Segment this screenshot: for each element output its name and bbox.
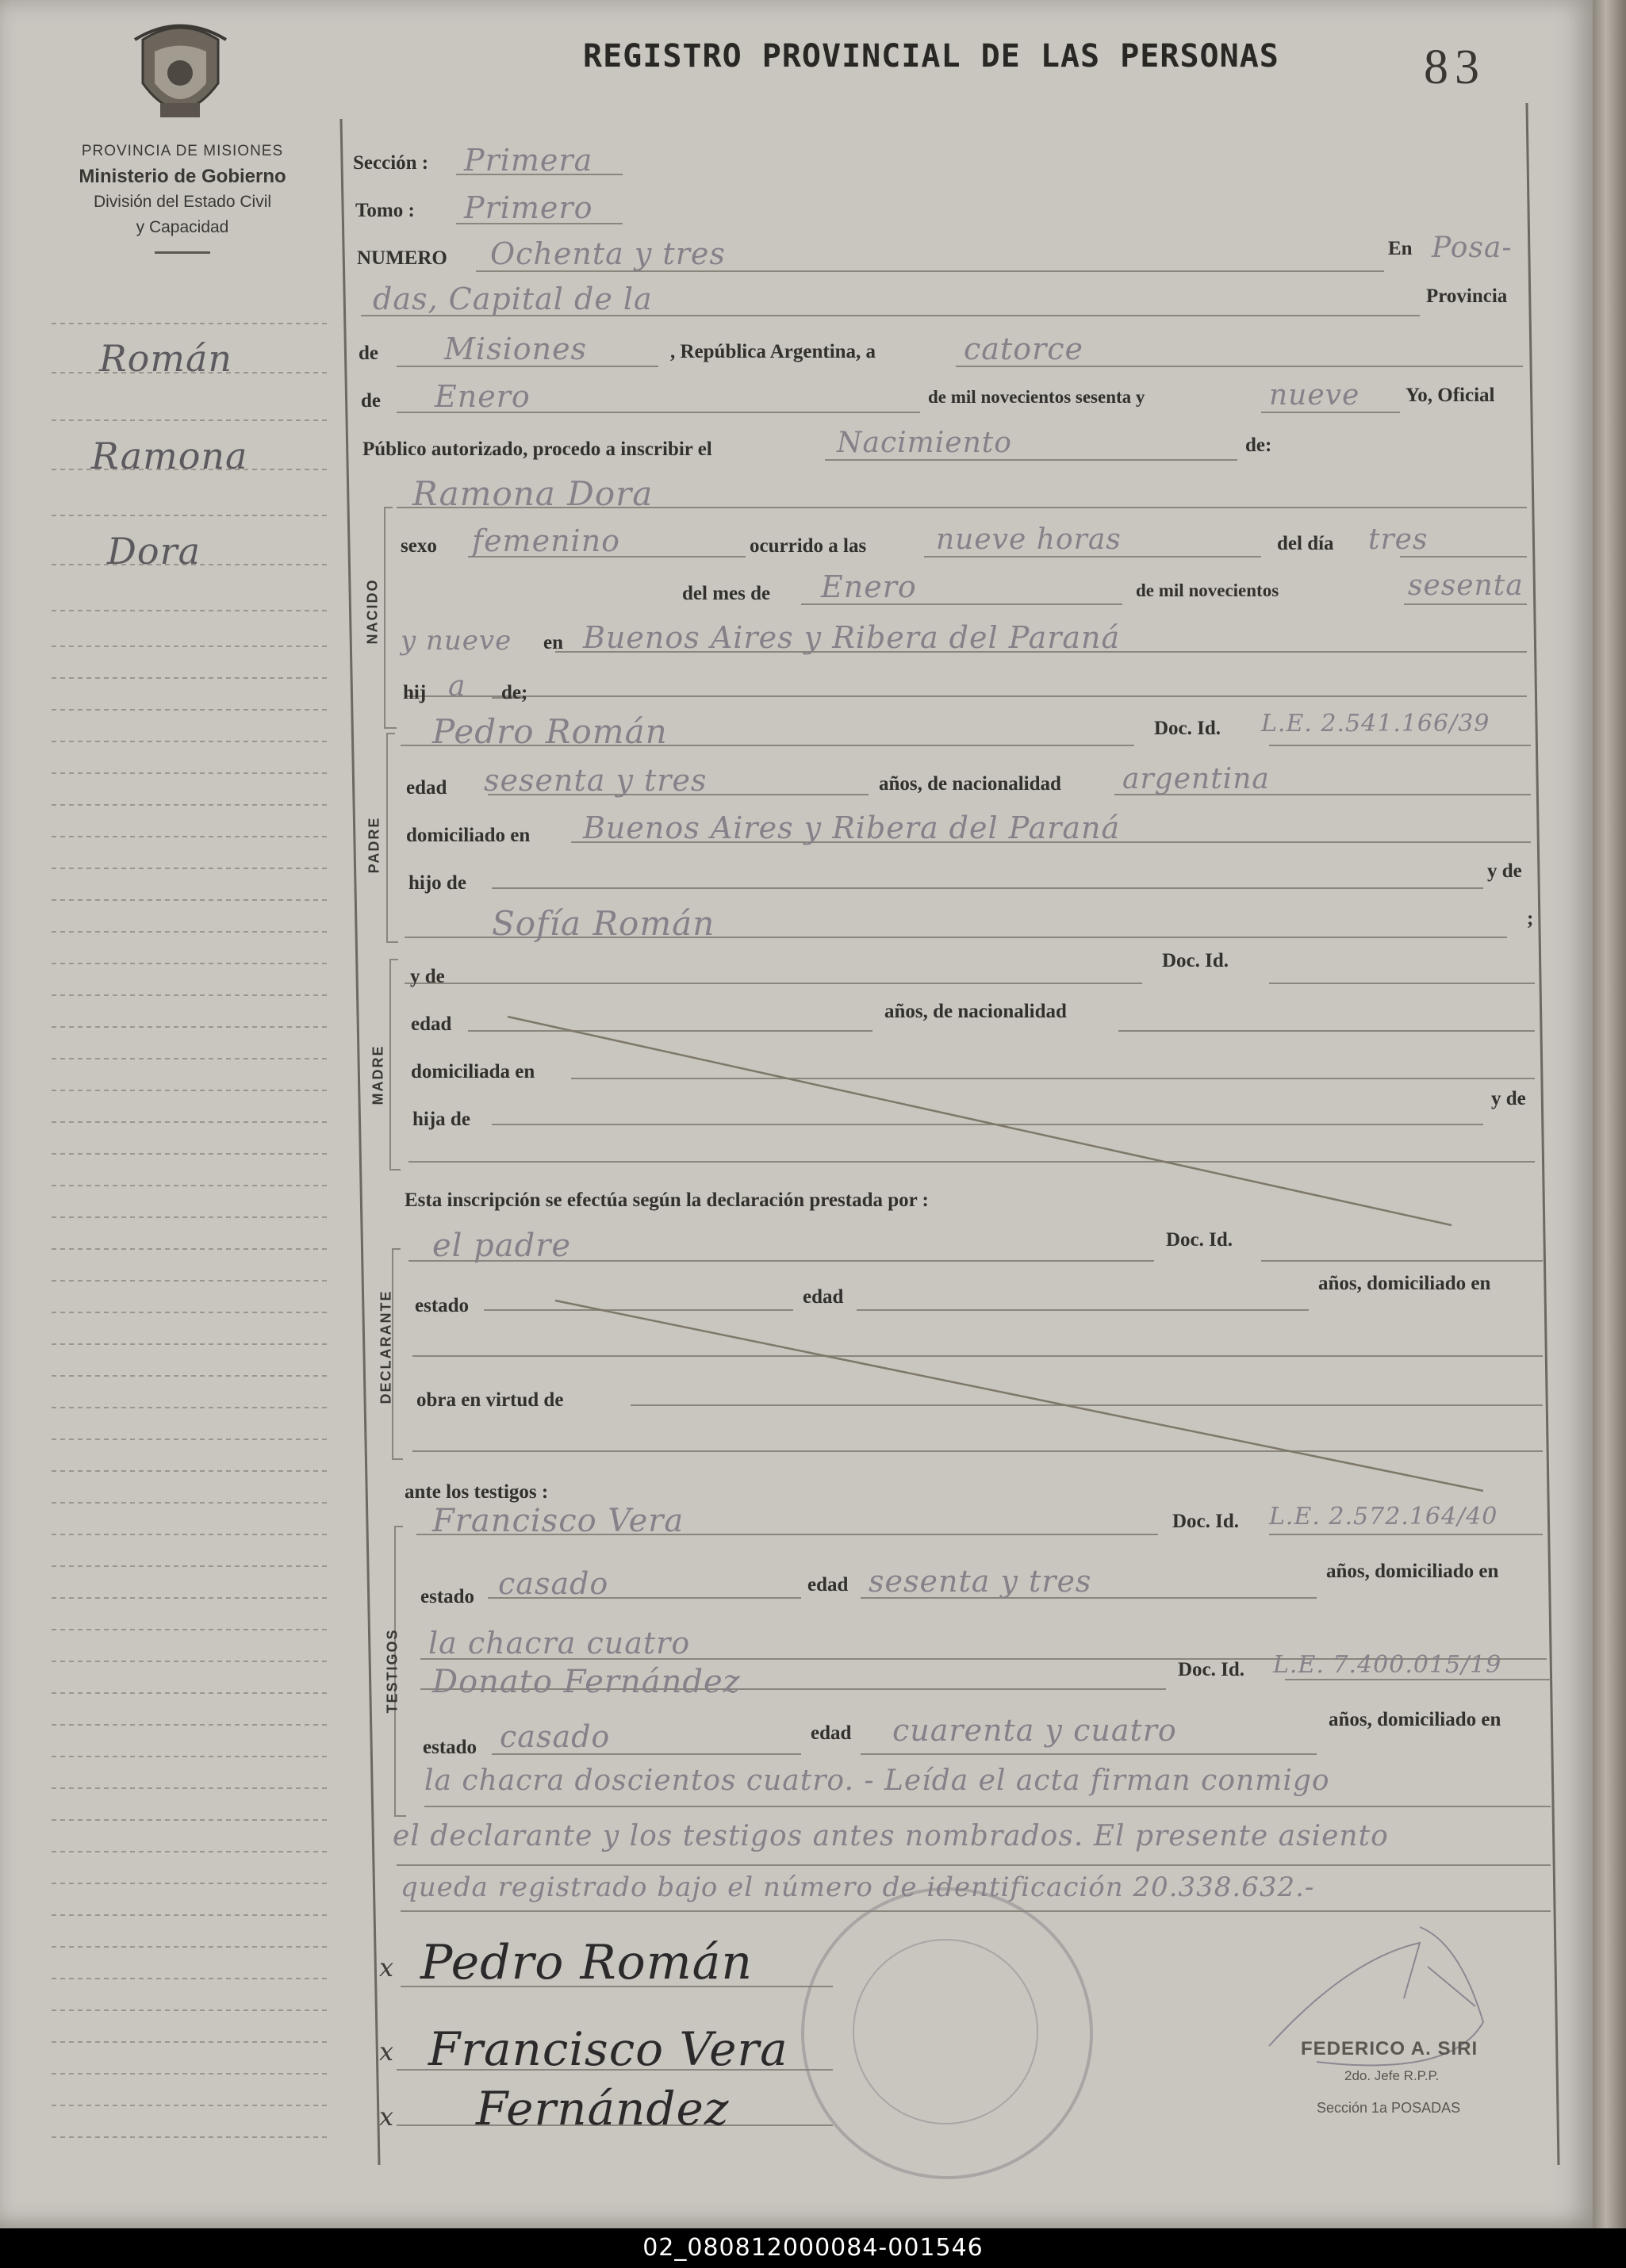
obra-label: obra en virtud de: [416, 1389, 564, 1411]
section-madre: MADRE: [370, 1044, 386, 1105]
publico-label: Público autorizado, procedo a inscribir el: [362, 439, 712, 460]
margin-first-name: Ramona: [91, 435, 248, 477]
de-mil-label-2: de mil novecientos: [1136, 580, 1279, 600]
ocurrido-label: ocurrido a las: [750, 535, 867, 557]
testigo2-edad-label: edad: [811, 1722, 852, 1744]
padre-y-de-label: y de: [1487, 860, 1522, 882]
de-semicolon-label: de;: [501, 682, 528, 703]
testigo2-edad-value: cuarenta y cuatro: [892, 1713, 1177, 1748]
padre-doc-value: L.E. 2.541.166/39: [1261, 710, 1490, 737]
mes-nac-value: Enero: [821, 569, 917, 604]
folio-number: 83: [1424, 40, 1486, 94]
dia-value: catorce: [964, 331, 1084, 366]
anio-nac-value-b: y nueve: [401, 625, 512, 657]
section-nacido: NACIDO: [364, 578, 381, 645]
acto-value: Nacimiento: [837, 427, 1012, 459]
ministry-block: [24, 139, 341, 254]
padre-nombre-value: Pedro Román: [432, 712, 668, 751]
en-label-2: en: [543, 632, 563, 653]
mes-value: Enero: [435, 379, 531, 414]
testigo1-dom-value: la chacra cuatro: [428, 1626, 691, 1661]
hij-label: hij: [403, 682, 427, 703]
section-declarante: DECLARANTE: [378, 1289, 394, 1404]
testigo2-nombre-value: Donato Fernández: [432, 1664, 741, 1700]
hora-value: nueve horas: [936, 523, 1122, 556]
provincia-value: Misiones: [444, 331, 588, 366]
ministry-name: Ministerio de Gobierno: [79, 166, 286, 187]
signature-x-1: x: [379, 1952, 395, 1983]
city-value-a: Posa-: [1432, 232, 1513, 264]
hij-suffix-value: a: [448, 670, 466, 703]
sexo-value: femenino: [472, 523, 621, 558]
testigo1-doc-label: Doc. Id.: [1172, 1511, 1240, 1532]
image-id-bar: [0, 2228, 1626, 2268]
padre-doc-label: Doc. Id.: [1154, 718, 1221, 739]
official-role-stamp: 2do. Jefe R.P.P.: [1344, 2068, 1440, 2083]
registry-title: REGISTRO PROVINCIAL DE LAS PERSONAS: [583, 38, 1279, 75]
republica-label: , República Argentina, a: [670, 341, 876, 362]
hija-de-label: hija de: [412, 1109, 470, 1130]
del-mes-label: del mes de: [682, 583, 771, 604]
city-value-b: das, Capital de la: [373, 282, 653, 316]
de-mil-label: de mil novecientos sesenta y: [928, 387, 1145, 407]
tomo-value: Primero: [464, 190, 593, 225]
de-colon-label: de:: [1245, 435, 1272, 456]
declarante-estado-label: estado: [415, 1295, 470, 1316]
padre-madre-value: Sofía Román: [492, 904, 715, 943]
ministry-division: División del Estado Civil: [93, 193, 272, 211]
hijo-de-label: hijo de: [408, 872, 466, 894]
padre-semicolon: ;: [1527, 908, 1534, 929]
ante-testigos-label: ante los testigos :: [405, 1481, 549, 1503]
padre-dom-value: Buenos Aires y Ribera del Paraná: [583, 810, 1121, 845]
testigo1-estado-label: estado: [420, 1586, 475, 1607]
seccion-label: Sección :: [353, 152, 429, 174]
madre-doc-label: Doc. Id.: [1162, 950, 1229, 971]
ministry-divider: [155, 251, 210, 254]
madre-dom-label: domiciliada en: [411, 1061, 535, 1082]
testigo2-doc-label: Doc. Id.: [1178, 1659, 1245, 1680]
testigo1-estado-value: casado: [498, 1566, 609, 1601]
testigo1-edad-value: sesenta y tres: [869, 1564, 1092, 1599]
de-label-1: de: [359, 343, 378, 364]
en-label: En: [1388, 238, 1413, 259]
sexo-label: sexo: [401, 535, 437, 557]
signature-x-3: x: [379, 2101, 395, 2132]
testigo2-doc-value: L.E. 7.400.015/19: [1273, 1651, 1502, 1679]
signature-x-2: x: [379, 2036, 395, 2067]
padre-edad-value: sesenta y tres: [484, 763, 708, 798]
madre-y-de-label: y de: [410, 966, 445, 987]
official-name-stamp: FEDERICO A. SIRI: [1301, 2038, 1478, 2059]
provincia-label: Provincia: [1426, 285, 1508, 307]
madre-edad-label: edad: [411, 1013, 452, 1035]
section-padre: PADRE: [366, 816, 382, 874]
coat-of-arms-icon: [127, 16, 234, 135]
anio-nac-value-a: sesenta: [1408, 569, 1524, 602]
declarante-edad-label: edad: [803, 1286, 844, 1308]
padre-dom-label: domiciliado en: [406, 825, 531, 846]
margin-surname: Román: [99, 337, 232, 380]
ministry-capacity: y Capacidad: [136, 218, 229, 236]
signature-francisco: Francisco Vera: [428, 2022, 788, 2076]
seccion-value: Primera: [464, 143, 593, 178]
testigo2-anos-label: años, domiciliado en: [1329, 1709, 1501, 1730]
section-testigos: TESTIGOS: [384, 1628, 401, 1714]
declarante-doc-label: Doc. Id.: [1166, 1229, 1233, 1251]
ministry-province: PROVINCIA DE MISIONES: [81, 143, 284, 159]
signature-pedro: Pedro Román: [420, 1935, 754, 1990]
testigo1-nombre-value: Francisco Vera: [432, 1503, 685, 1539]
de-label-2: de: [361, 390, 381, 412]
yo-oficial-label: Yo, Oficial: [1405, 385, 1495, 406]
closing-line-3: queda registrado bajo el número de identificación 20.338.632.-: [401, 1871, 1315, 1903]
anio-value: nueve: [1269, 379, 1360, 412]
padre-nac-value: argentina: [1122, 763, 1270, 795]
madre-y-de-label-2: y de: [1491, 1088, 1526, 1109]
tomo-label: Tomo :: [355, 200, 415, 221]
numero-label: NUMERO: [357, 247, 447, 269]
margin-second-name: Dora: [107, 530, 201, 573]
lugar-nac-value: Buenos Aires y Ribera del Paraná: [583, 620, 1121, 655]
official-seal-inner: [853, 1939, 1038, 2124]
padre-anos-label: años, de nacionalidad: [879, 773, 1061, 795]
testigo2-estado-value: casado: [500, 1719, 611, 1754]
image-id-text: 02_080812000084-001546: [642, 2234, 984, 2262]
testigo1-doc-value: L.E. 2.572.164/40: [1269, 1503, 1498, 1531]
dia-nac-value: tres: [1368, 523, 1429, 556]
testigo1-anos-label: años, domiciliado en: [1326, 1561, 1499, 1582]
declarante-anos-label: años, domiciliado en: [1318, 1273, 1491, 1294]
padre-edad-label: edad: [406, 777, 447, 799]
signature-fernandez: Fernández: [476, 2082, 730, 2136]
del-dia-label: del día: [1277, 533, 1334, 554]
nombre-value: Ramona Dora: [412, 474, 654, 513]
declarante-value: el padre: [432, 1228, 572, 1264]
closing-line-1: la chacra doscientos cuatro. - Leída el acta firman conmigo: [424, 1764, 1330, 1797]
madre-anos-label: años, de nacionalidad: [884, 1001, 1067, 1022]
closing-line-2: el declarante y los testigos antes nombrados. El presente asiento: [393, 1820, 1389, 1852]
testigo2-estado-label: estado: [423, 1737, 477, 1758]
testigo1-edad-label: edad: [807, 1574, 849, 1596]
numero-value: Ochenta y tres: [490, 236, 726, 271]
esta-inscripcion-label: Esta inscripción se efectúa según la declaración prestada por :: [405, 1190, 929, 1211]
official-section-stamp: Sección 1a POSADAS: [1317, 2100, 1461, 2116]
